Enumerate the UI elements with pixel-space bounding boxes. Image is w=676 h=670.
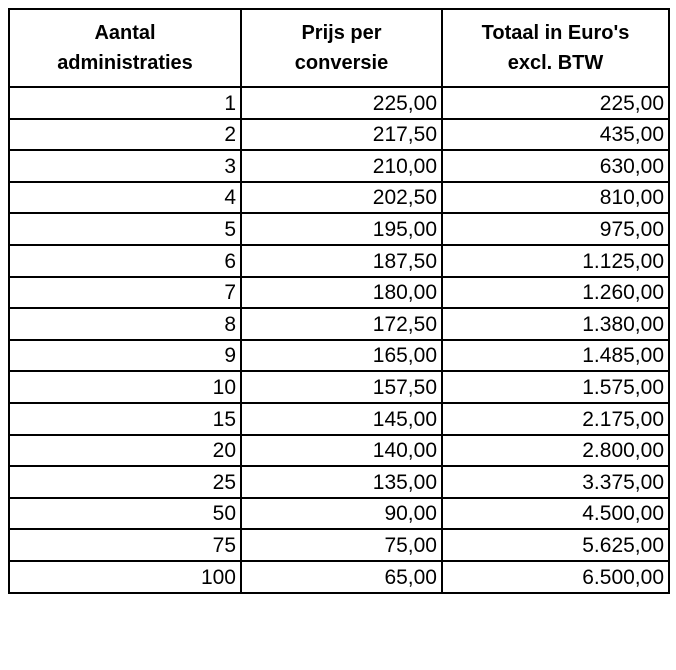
cell-totaal: 810,00 [442,182,669,214]
cell-totaal: 975,00 [442,213,669,245]
cell-totaal: 1.260,00 [442,277,669,309]
cell-prijs: 140,00 [241,435,442,467]
cell-totaal: 4.500,00 [442,498,669,530]
table-row [9,340,669,372]
cell-aantal: 5 [9,213,241,245]
table-row [9,87,669,119]
cell-prijs: 202,50 [241,182,442,214]
cell-totaal: 3.375,00 [442,466,669,498]
header-aantal-administraties [9,9,241,87]
table-row [9,371,669,403]
cell-prijs: 187,50 [241,245,442,277]
header-line: administraties [57,52,193,74]
table-row [9,182,669,214]
cell-totaal: 1.125,00 [442,245,669,277]
table-row [9,403,669,435]
cell-aantal: 2 [9,119,241,151]
cell-aantal: 20 [9,435,241,467]
cell-aantal: 6 [9,245,241,277]
cell-prijs: 225,00 [241,87,442,119]
cell-aantal: 8 [9,308,241,340]
cell-aantal: 50 [9,498,241,530]
header-row [9,9,669,87]
cell-aantal: 4 [9,182,241,214]
table-row [9,529,669,561]
cell-totaal: 2.800,00 [442,435,669,467]
header-line: Aantal [94,22,156,44]
cell-totaal: 2.175,00 [442,403,669,435]
cell-aantal: 1 [9,87,241,119]
cell-prijs: 165,00 [241,340,442,372]
cell-aantal: 9 [9,340,241,372]
cell-aantal: 15 [9,403,241,435]
table-row [9,119,669,151]
cell-prijs: 157,50 [241,371,442,403]
cell-totaal: 6.500,00 [442,561,669,593]
cell-aantal: 3 [9,150,241,182]
cell-prijs: 195,00 [241,213,442,245]
header-line: Prijs per [301,22,382,44]
cell-totaal: 630,00 [442,150,669,182]
cell-totaal: 1.485,00 [442,340,669,372]
table-row [9,245,669,277]
cell-prijs: 210,00 [241,150,442,182]
table-row [9,435,669,467]
cell-prijs: 180,00 [241,277,442,309]
cell-totaal: 5.625,00 [442,529,669,561]
cell-aantal: 10 [9,371,241,403]
header-line: conversie [294,52,389,74]
cell-prijs: 217,50 [241,119,442,151]
cell-totaal: 225,00 [442,87,669,119]
cell-totaal: 435,00 [442,119,669,151]
table-row [9,561,669,593]
header-line: Totaal in Euro's [481,22,630,44]
header-line: excl. BTW [507,52,604,74]
header-totaal-excl-btw [442,9,669,87]
table-row [9,277,669,309]
table-row [9,150,669,182]
table-row [9,466,669,498]
header-prijs-per-conversie [241,9,442,87]
table-row [9,308,669,340]
cell-aantal: 25 [9,466,241,498]
cell-prijs: 172,50 [241,308,442,340]
cell-prijs: 145,00 [241,403,442,435]
cell-prijs: 65,00 [241,561,442,593]
table-row [9,498,669,530]
pricing-table [8,8,670,594]
cell-totaal: 1.575,00 [442,371,669,403]
cell-aantal: 7 [9,277,241,309]
cell-prijs: 135,00 [241,466,442,498]
cell-aantal: 100 [9,561,241,593]
table-row [9,213,669,245]
cell-prijs: 90,00 [241,498,442,530]
cell-totaal: 1.380,00 [442,308,669,340]
cell-aantal: 75 [9,529,241,561]
cell-prijs: 75,00 [241,529,442,561]
